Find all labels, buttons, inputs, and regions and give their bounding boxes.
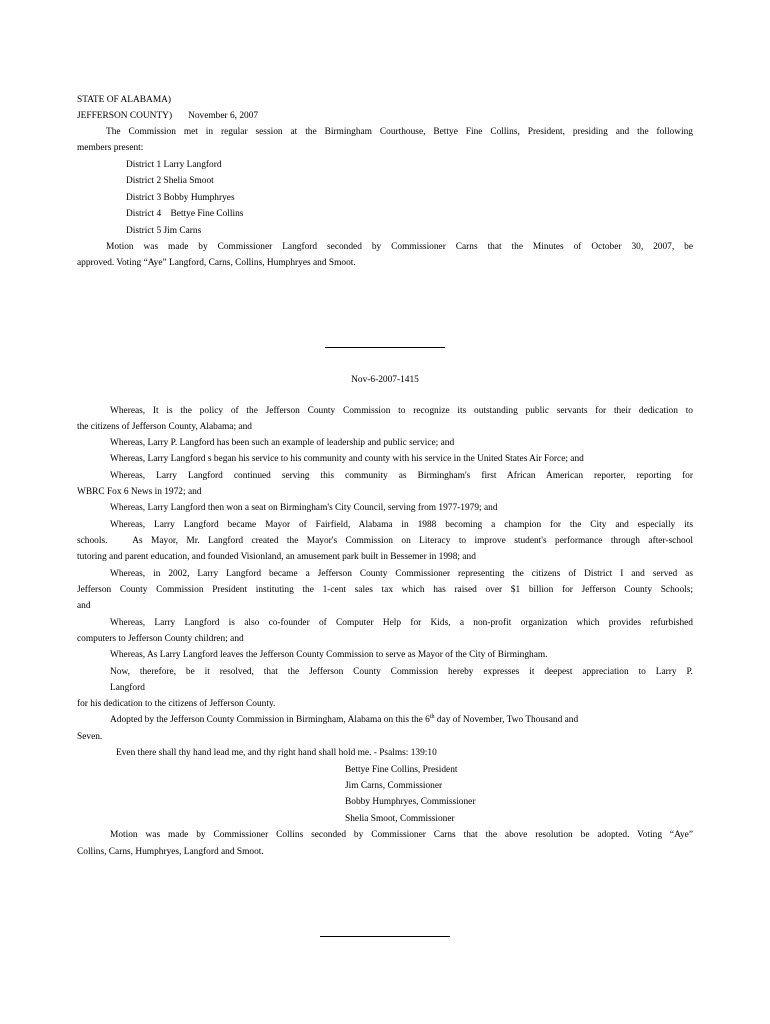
whereas-line-6: WBRC Fox 6 News in 1972; and <box>77 487 202 497</box>
whereas-line-11: Whereas, in 2002, Larry Langford became a Jefferson County Commissioner representing the citizens of District I and served as <box>110 569 693 579</box>
adoption-motion-line1: Motion was made by Commissioner Collins seconded by Commissioner Carns that the above resolution be adopted. Voting “Aye” <box>110 830 693 840</box>
signature-carns: Jim Carns, Commissioner <box>345 781 443 791</box>
whereas-line-8: Whereas, Larry Langford became Mayor of Fairfield, Alabama in 1988 becoming a champion for the City and especially its <box>110 520 693 530</box>
adopted-text-pre: Adopted by the Jefferson County Commission in Birmingham, Alabama on this the 6 <box>110 715 430 725</box>
psalm-quote: Even there shall thy hand lead me, and thy right hand shall hold me. - Psalms: 139:10 <box>116 748 437 758</box>
whereas-line-2: the citizens of Jefferson County, Alabama; and <box>77 422 252 432</box>
member-district-1: District 1 Larry Langford <box>126 160 222 170</box>
whereas-line-10: tutoring and parent education, and founded Visionland, an amusement park built in Bessemer in 1998; and <box>77 552 476 562</box>
whereas-line-15: computers to Jefferson County children; and <box>77 634 244 644</box>
member-district-4: District 4 Bettye Fine Collins <box>126 209 244 219</box>
whereas-line-1: Whereas, It is the policy of the Jefferson County Commission to recognize its outstanding public servants for their dedication to <box>110 406 693 416</box>
adopted-ordinal-suffix: th <box>429 714 435 720</box>
member-district-2: District 2 Shelia Smoot <box>126 176 214 186</box>
member-district-3: District 3 Bobby Humphryes <box>126 193 235 203</box>
whereas-line-9: schools. As Mayor, Mr. Langford created the Mayor's Commission on Literacy to improve student's performance through after-school <box>77 536 693 546</box>
resolved-line-3: for his dedication to the citizens of Jefferson County. <box>77 699 276 709</box>
signature-humphryes: Bobby Humphryes, Commissioner <box>345 797 476 807</box>
bottom-divider <box>320 936 450 937</box>
adopted-line-2: Seven. <box>77 732 103 742</box>
minutes-motion-line1: Motion was made by Commissioner Langford seconded by Commissioner Carns that the Minutes of October 30, 2007, be <box>106 242 693 252</box>
county-heading <box>77 110 258 122</box>
state-heading: STATE OF ALABAMA) <box>77 95 172 105</box>
signature-smoot: Shelia Smoot, Commissioner <box>345 814 455 824</box>
whereas-line-12: Jefferson County Commission President instituting the 1-cent sales tax which has raised over $1 billion for Jefferson County Schools; <box>77 585 693 595</box>
whereas-line-4: Whereas, Larry Langford s began his service to his community and county with his service in the United States Air Force; and <box>110 454 584 464</box>
whereas-line-16: Whereas, As Larry Langford leaves the Jefferson County Commission to serve as Mayor of the City of Birmingham. <box>110 650 548 660</box>
meeting-date: November 6, 2007 <box>188 111 259 121</box>
signature-president: Bettye Fine Collins, President <box>345 765 458 775</box>
county-label: JEFFERSON COUNTY) <box>77 111 173 121</box>
member-district-5: District 5 Jim Carns <box>126 226 202 236</box>
whereas-line-7: Whereas, Larry Langford then won a seat on Birmingham's City Council, serving from 1977-1979; and <box>110 503 498 513</box>
adopted-text-post: day of November, Two Thousand and <box>434 715 579 725</box>
section-divider <box>325 347 445 348</box>
resolved-line-2: Langford <box>110 683 145 693</box>
minutes-motion-line2: approved. Voting “Aye” Langford, Carns, Collins, Humphryes and Smoot. <box>77 258 356 268</box>
intro-paragraph-line2: members present: <box>77 143 144 153</box>
whereas-line-13: and <box>77 601 91 611</box>
whereas-line-14: Whereas, Larry Langford is also co-founder of Computer Help for Kids, a non-profit organization which provides refurbished <box>110 618 693 628</box>
whereas-line-5: Whereas, Larry Langford continued serving this community as Birmingham's first African American reporter, reporting for <box>110 471 693 481</box>
intro-paragraph-line1: The Commission met in regular session at the Birmingham Courthouse, Bettye Fine Collins, President, presiding and the following <box>106 127 693 137</box>
resolved-line-1: Now, therefore, be it resolved, that the Jefferson County Commission hereby expresses it deepest appreciation to Larry P. <box>110 667 693 677</box>
adoption-motion-line2: Collins, Carns, Humphryes, Langford and Smoot. <box>77 847 264 857</box>
whereas-line-3: Whereas, Larry P. Langford has been such an example of leadership and public service; and <box>110 438 455 448</box>
resolution-number: Nov-6-2007-1415 <box>351 375 419 385</box>
adopted-line-1 <box>110 714 693 726</box>
